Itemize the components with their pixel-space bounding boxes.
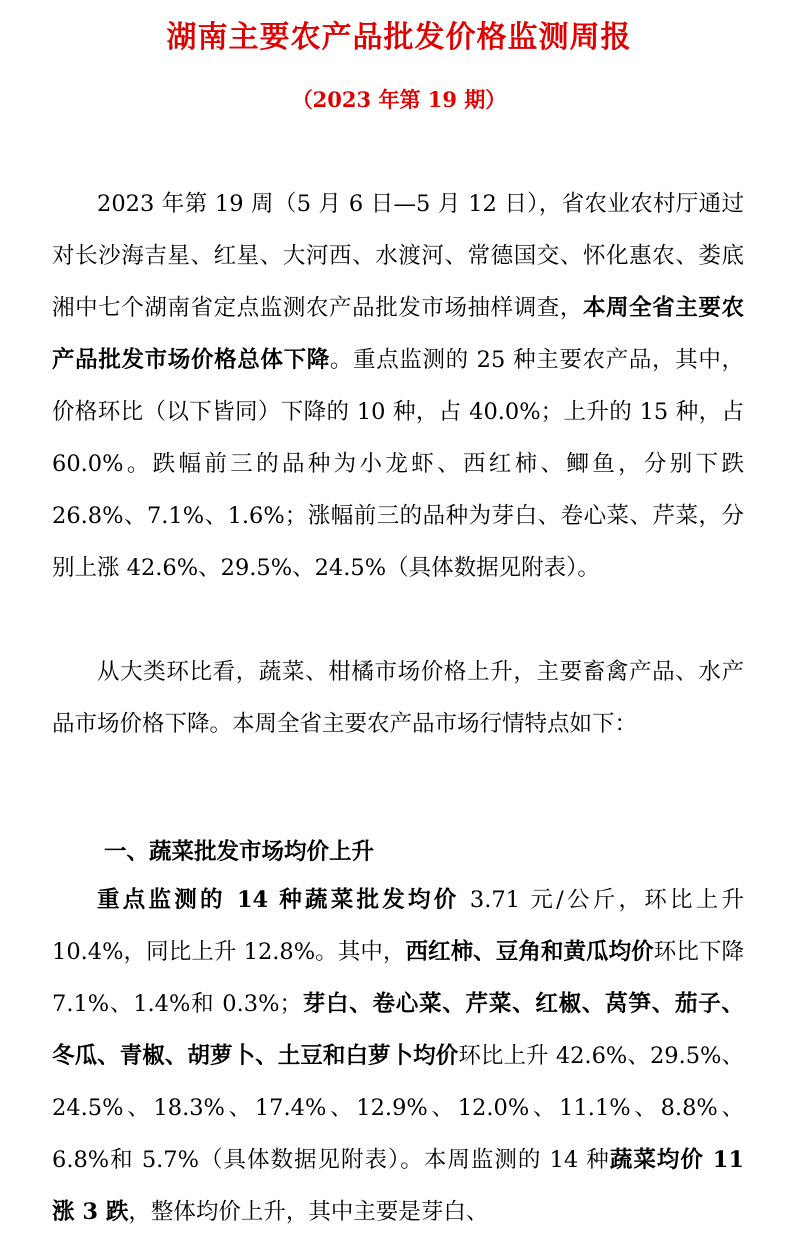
vegetable-paragraph <box>52 874 744 1238</box>
veg-bold-3: 芽白、卷心菜、芹菜、红椒、莴笋、茄子、冬瓜、青椒、胡萝卜、土豆和白萝卜均价 <box>52 991 744 1069</box>
summary-text-1: 2023 年第 19 周（5 月 6 日—5 月 12 日），省农业农村厅通过对长沙海吉星、红星、大河西、水渡河、常德国交、怀化惠农、娄底湘中七个湖南省定点监测农产品批发市场抽样调查， <box>52 191 744 321</box>
veg-text-4: ，整体均价上升，其中主要是芽白、 <box>128 1199 489 1225</box>
veg-text-1: 3.71 元/公斤，环比上升 10.4%，同比上升 12.8%。其中， <box>52 887 744 965</box>
report-title: 湖南主要农产品批发价格监测周报 <box>166 20 632 55</box>
veg-text-2: 环比下降 7.1%、1.4%和 0.3%； <box>52 939 744 1017</box>
summary-highlight: 本周全省主要农产品批发市场价格总体下降 <box>52 295 744 373</box>
veg-bold-4: 蔬菜均价 11 涨 3 跌 <box>52 1147 744 1225</box>
summary-paragraph <box>52 178 744 594</box>
section-heading-vegetables: 一、蔬菜批发市场均价上升 <box>104 839 375 865</box>
report-issue: （2023 年第 19 期） <box>291 87 507 112</box>
veg-text-3: 环比上升 42.6%、29.5%、24.5%、18.3%、17.4%、12.9%、12.0%、11.1%、8.8%、6.8%和 5.7%（具体数据见附表）。本周监测的 14 种 <box>52 1043 744 1173</box>
veg-bold-2: 西红柿、豆角和黄瓜均价 <box>405 939 654 965</box>
category-overview-paragraph: 从大类环比看，蔬菜、柑橘市场价格上升，主要畜禽产品、水产品市场价格下降。本周全省主要农产品市场行情特点如下： <box>52 659 744 737</box>
summary-text-2: 。重点监测的 25 种主要农产品，其中，价格环比（以下皆同）下降的 10 种，占 40.0%；上升的 15 种，占 60.0%。跌幅前三的品种为小龙虾、西红柿、鲫鱼，分别下跌 26.8%、7.1%、1.6%；涨幅前三的品种为芽白、卷心菜、芹菜，分别上涨 42.6%、29.5%、24.5%（具体数据见附表）。 <box>52 347 744 581</box>
veg-bold-1: 重点监测的 14 种蔬菜批发均价 <box>97 887 460 913</box>
